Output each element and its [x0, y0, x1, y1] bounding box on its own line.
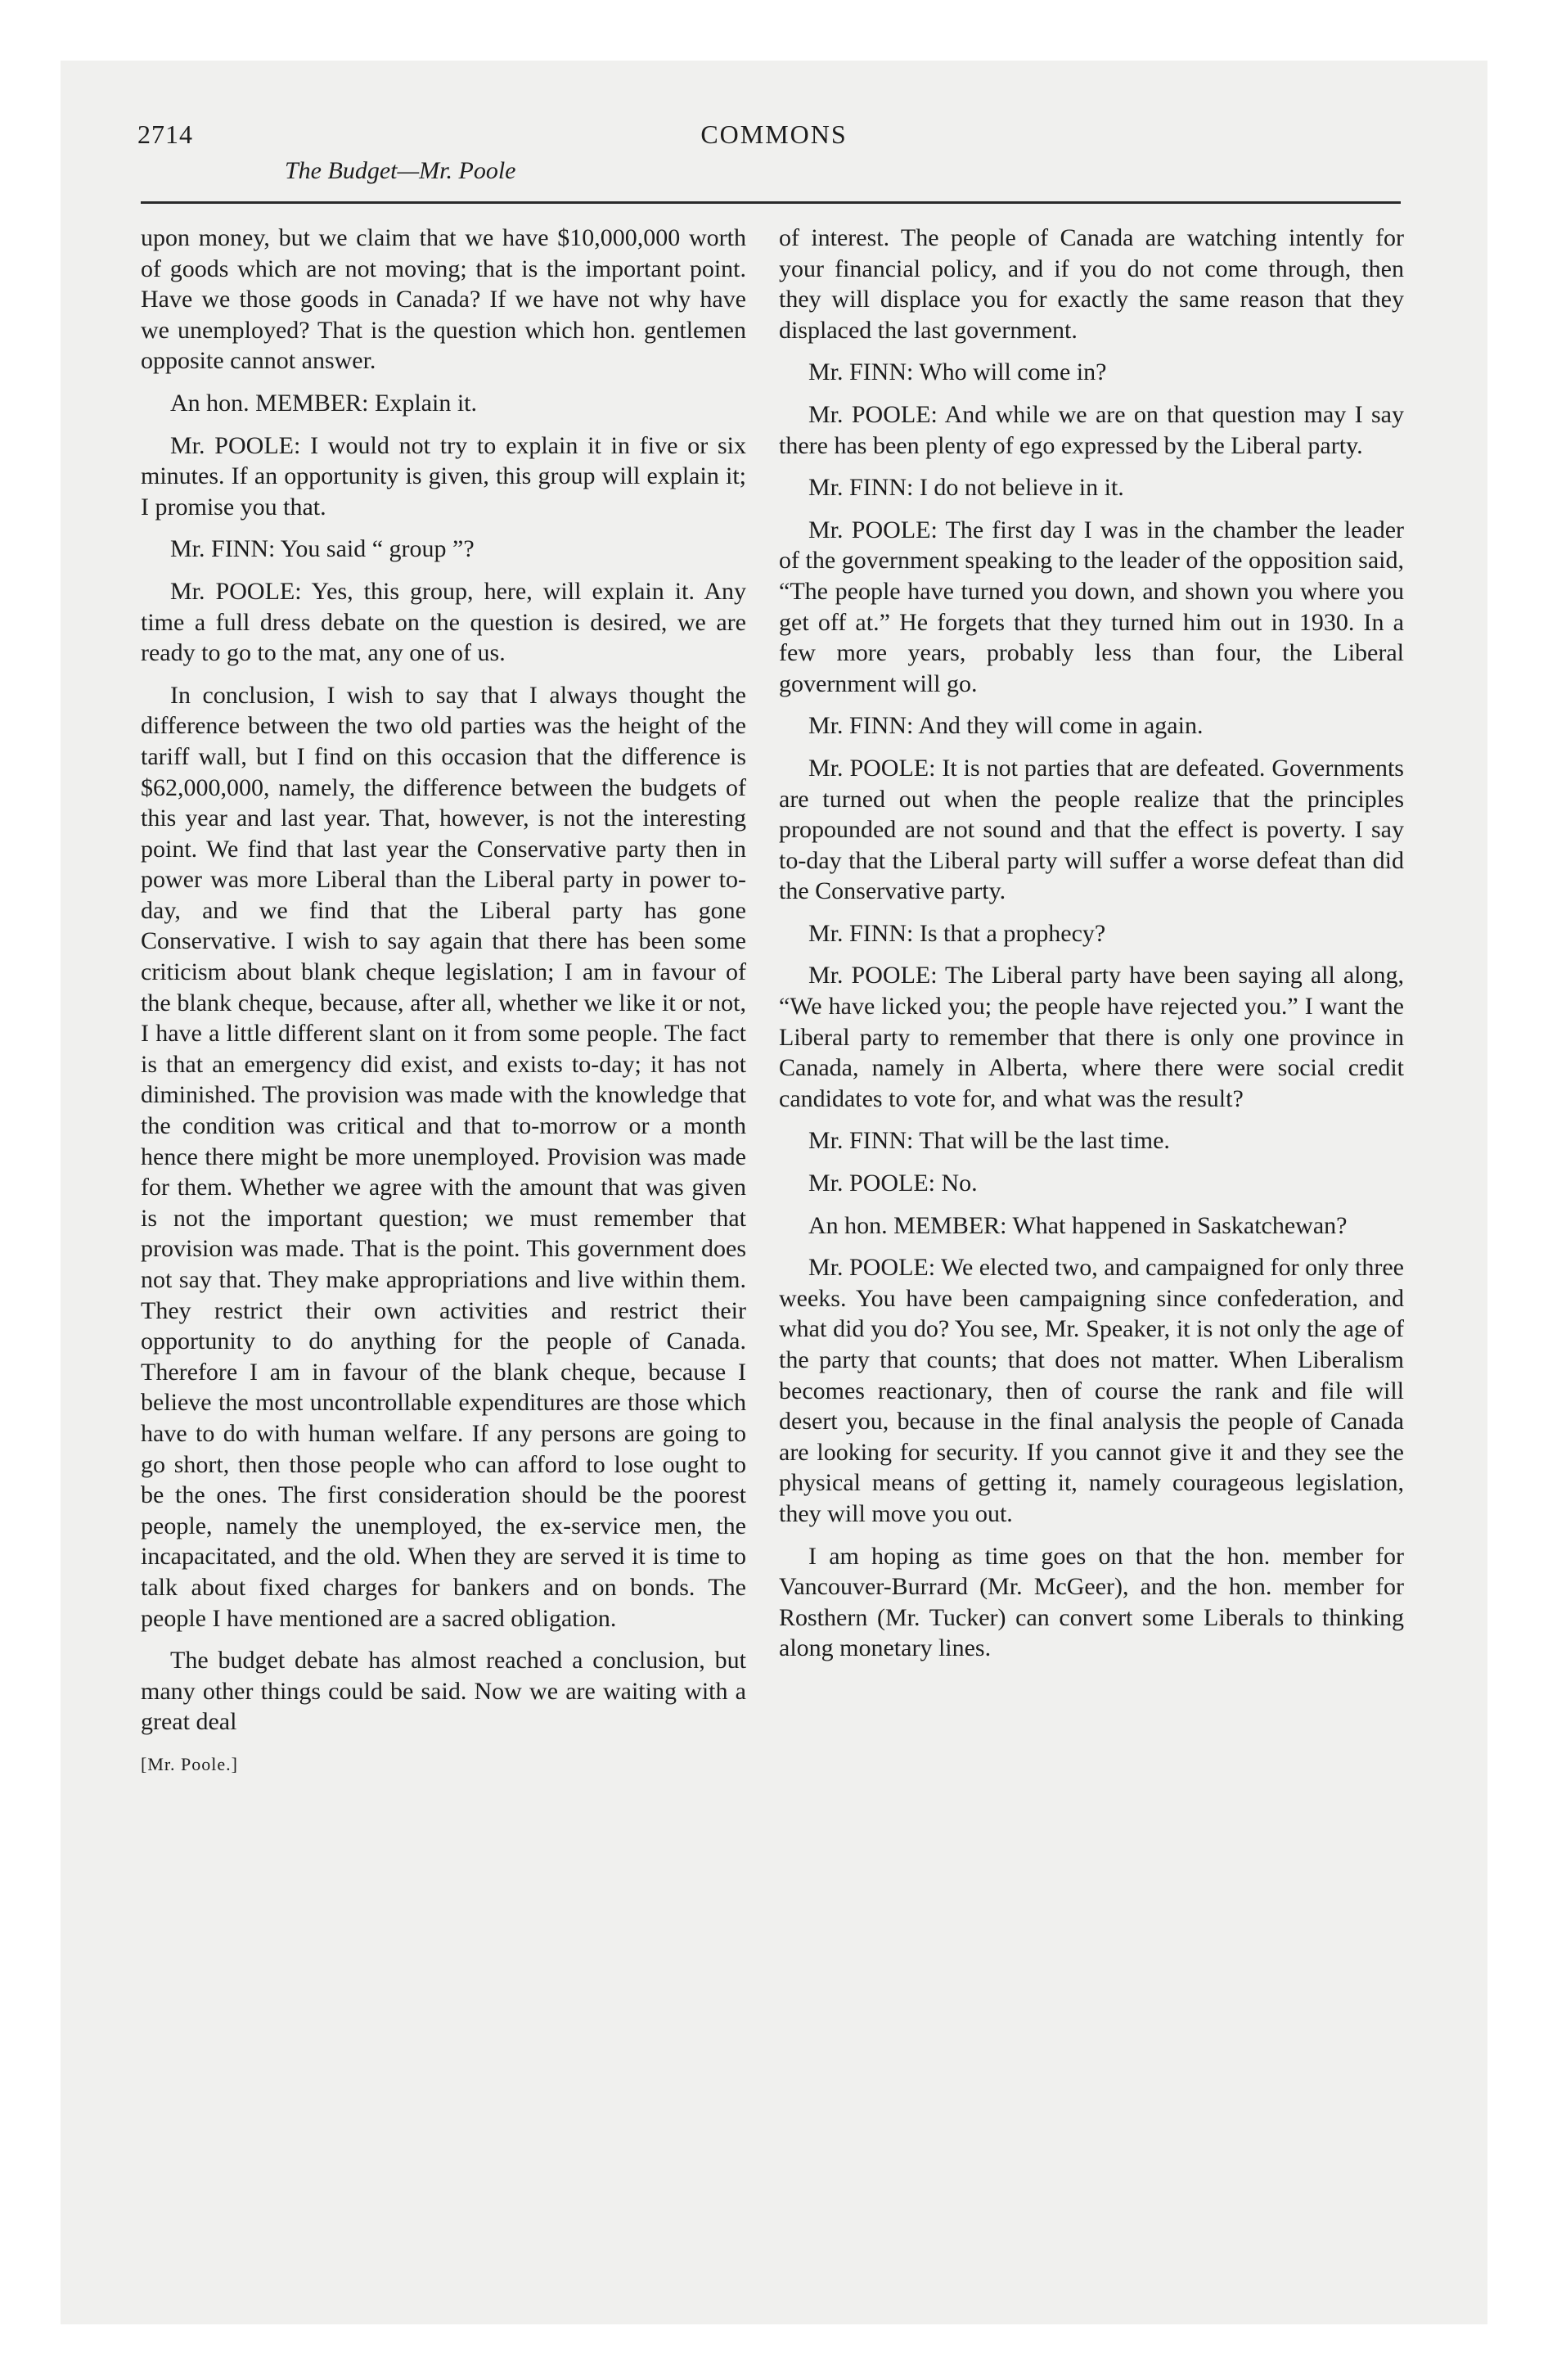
paragraph: Mr. POOLE: No.: [808, 1170, 978, 1197]
running-head: The Budget—Mr. Poole: [285, 157, 516, 184]
speaker-attribution: [Mr. Poole.]: [141, 1753, 238, 1774]
right-column: [779, 223, 1404, 1675]
paragraph: Mr. FINN: You said “ group ”?: [170, 535, 475, 563]
paragraph: Mr. POOLE: The Liberal party have been saying all along, “We have licked you; the people have rejected you.” I want the Liberal party to remember that there is only one province in Canada, namely in Alberta, where there were social credit candidates to vote for, and what was the result?: [779, 962, 1404, 1112]
page-header-title: COMMONS: [700, 119, 848, 149]
header-rule: [141, 201, 1401, 204]
paragraph: upon money, but we claim that we have $10,000,000 worth of goods which are not moving; that is the important point. Have we those goods in Canada? If we have not why have we unemployed? That is the question which hon. gentlemen opposite cannot answer.: [141, 224, 746, 375]
paragraph: In conclusion, I wish to say that I always thought the difference between the two old parties was the height of the tariff wall, but I find on this occasion that the difference is $62,000,000, namely, the difference between the budgets of this year and last year. That, however, is not the interesting point. We find that last year the Conservative party then in power was more Liberal than the Liberal party in power to-day, and we find that the Liberal party has gone Conservative. I wish to say again that there has been some criticism about blank cheque legislation; I am in favour of the blank cheque, because, after all, whether we like it or not, I have a little different slant on it from some people. The fact is that an emergency did exist, and exists to-day; it has not diminished. The provision was made with the knowledge that the condition was critical and that to-morrow or a month hence there might be more unemployed. Provision was made for them. Whether we agree with the amount that was given is not the important question; we must remember that provision was made. That is the point. This government does not say that. They make appropriations and live within them. They restrict their own activities and restrict their opportunity to do anything for the people of Canada. Therefore I am in favour of the blank cheque, because I believe the most uncontrollable expenditures are those which have to do with human welfare. If any persons are going to go short, then those people who can afford to lose ought to be the ones. The first consideration should be the poorest people, namely the unemployed, the ex-service men, the incapacitated, and the old. When they are served it is time to talk about fixed charges for bankers and on bonds. The people I have mentioned are a sacred obligation.: [141, 681, 746, 1632]
paragraph: Mr. FINN: Who will come in?: [808, 358, 1107, 386]
paragraph: Mr. POOLE: And while we are on that question may I say there has been plenty of ego expressed by the Liberal party.: [779, 400, 1404, 459]
paragraph: Mr. POOLE: The first day I was in the chamber the leader of the government speaking to the leader of the opposition said, “The people have turned you down, and shown you where you get off at.” He forgets that they turned him out in 1930. In a few more years, probably less than four, the Liberal government will go.: [779, 516, 1404, 697]
paragraph: Mr. FINN: And they will come in again.: [808, 712, 1204, 740]
paragraph: Mr. POOLE: Yes, this group, here, will explain it. Any time a full dress debate on the question is desired, we are ready to go to the mat, any one of us.: [141, 577, 746, 667]
paragraph: Mr. POOLE: It is not parties that are defeated. Governments are turned out when the people realize that the principles propounded are not sound and that the effect is poverty. I say to-day that the Liberal party will suffer a worse defeat than did the Conservative party.: [779, 754, 1404, 905]
paragraph: I am hoping as time goes on that the hon. member for Vancouver-Burrard (Mr. McGeer), and the hon. member for Rosthern (Mr. Tucker) can convert some Liberals to thinking along monetary lines.: [779, 1542, 1404, 1662]
paragraph: An hon. MEMBER: Explain it.: [170, 389, 477, 417]
paragraph: of interest. The people of Canada are watching intently for your financial policy, and if you do not come through, then they will displace you for exactly the same reason that they displaced the last government.: [779, 224, 1404, 344]
paragraph: Mr. FINN: Is that a prophecy?: [808, 919, 1106, 947]
left-column: [141, 223, 746, 1780]
paragraph: Mr. POOLE: I would not try to explain it in five or six minutes. If an opportunity is given, this group will explain it; I promise you that.: [141, 431, 746, 521]
paragraph: Mr. FINN: I do not believe in it.: [808, 474, 1124, 502]
paragraph: The budget debate has almost reached a conclusion, but many other things could be said. Now we are waiting with a great deal: [141, 1647, 746, 1736]
page-number: 2714: [137, 119, 193, 149]
paragraph: Mr. FINN: That will be the last time.: [808, 1127, 1170, 1155]
paragraph: Mr. POOLE: We elected two, and campaigned for only three weeks. You have been campaigning since confederation, and what did you do? You see, Mr. Speaker, it is not only the age of the party that counts; that does not matter. When Liberalism becomes reactionary, then of course the rank and file will desert you, because in the final analysis the people of Canada are looking for security. If you cannot give it and they see the physical means of getting it, namely courageous legislation, they will move you out.: [779, 1254, 1404, 1527]
paragraph: An hon. MEMBER: What happened in Saskatchewan?: [808, 1211, 1348, 1239]
